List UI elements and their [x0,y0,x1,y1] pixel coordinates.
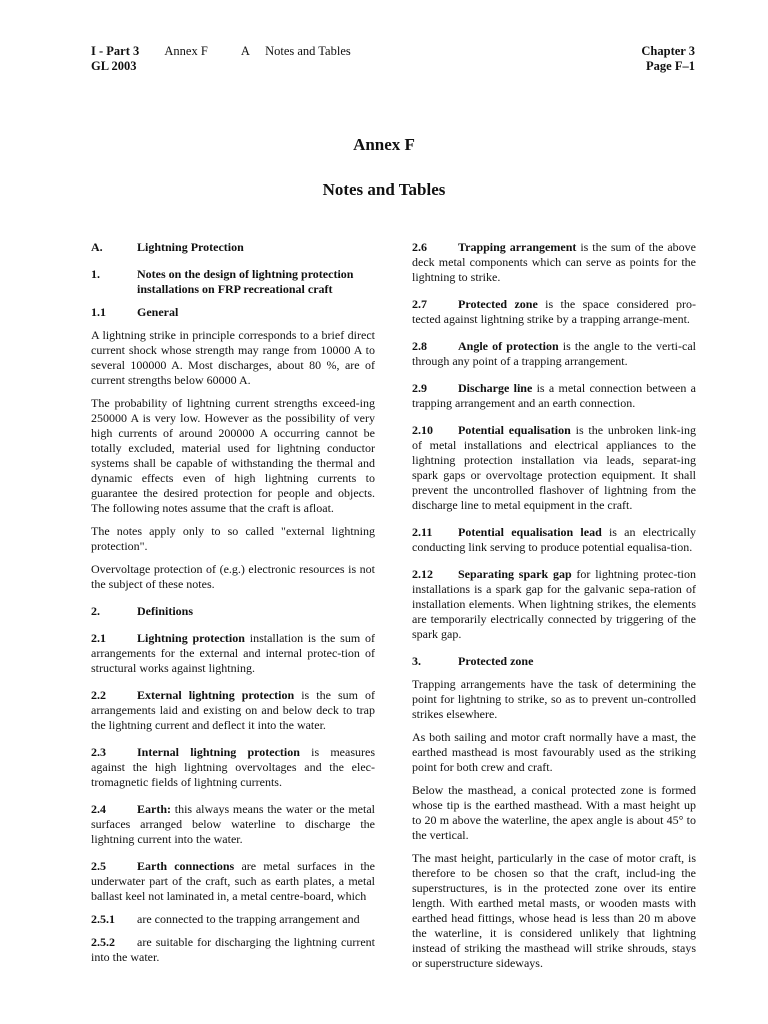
section-letter: A [240,44,250,58]
definition: 2.4 Earth: this always means the water or the metal surfaces arranged below waterline to discharge the lightning current into the water. [91,802,375,846]
section-heading: 3. Protected zone [412,654,534,668]
definition: 2.6 Trapping arrangement is the sum of the above deck metal components which can serve as points for the lightning to strike. [412,240,696,284]
page-number: Page F–1 [646,59,695,73]
page-subtitle: Notes and Tables [322,180,446,199]
paragraph: The mast height, particularly in the case of motor craft, is therefore to be chosen so that the craft, includ-ing the superstructures, is in the protected zone over its entire length. With earthed metal masts, or wooden masts with earthed head fittings, whose head is less than 20 m above the waterline, it is considered unlikely that lightning instead of striking the masthead will strike shrouds, stays or superstructure sideways. [412,851,696,970]
definition: 2.5 Earth connections are metal surfaces in the underwater part of the craft, such as earth plates, a metal ballast keel not laminated in, a metal centre-board, which [91,859,376,903]
section-heading: 1. Notes on the design of lightning protection installations on FRP recreational craft [91,267,354,296]
left-column [91,240,375,965]
paragraph: Overvoltage protection of (e.g.) electronic resources is not the subject of these notes. [91,562,375,591]
gl-label: GL 2003 [91,59,137,73]
definition: 2.10 Potential equalisation is the unbroken link-ing of metal installations and electrical appliances to the lightning protection installation via leads, separat-ing spark gaps or overvoltage protection equipment. It shall prevent the uncontrolled flashover of lightning from the discharge line to metal equipment in the craft. [412,423,696,512]
paragraph: The notes apply only to so called "external lightning protection". [91,524,375,553]
annex-label: Annex F [164,44,208,58]
definition: 2.12 Separating spark gap for lightning protec-tion installations is a spark gap for the galvanic sepa-ration of installation elements. When lightning strikes, the elements are temporarily electrically connected by triggering of the spark gap. [412,567,696,641]
definition: 2.2 External lightning protection is the sum of arrangements laid and existing on and below deck to trap the lightning current and deflect it into the water. [91,688,375,732]
section-heading: 2. Definitions [91,604,194,618]
definition: 2.5.1 are connected to the trapping arrangement and [91,912,360,926]
definition: 2.9 Discharge line is a metal connection between a trapping arrangement and an earth connection. [412,381,697,410]
definition: 2.8 Angle of protection is the angle to the verti-cal through any point of a trapping arrangement. [412,339,696,368]
section-title: Notes and Tables [265,44,351,58]
definition: 2.1 Lightning protection installation is the sum of arrangements for the external and internal protec-tion of structural works against lightning. [91,631,375,675]
paragraph: As both sailing and motor craft normally have a mast, the earthed masthead is most favourably used as the striking point for both crew and craft. [412,730,696,774]
definition: 2.7 Protected zone is the space considered pro-tected against lightning strike by a trapping arrange-ment. [412,297,696,326]
definition: 2.3 Internal lightning protection is measures against the high lightning overvoltages and the elec-tromagnetic fields of lightning currents. [91,745,375,789]
chapter-label: Chapter 3 [641,44,695,58]
right-column [412,240,696,971]
page-header-right [641,44,695,74]
part-label: I - Part 3 [91,44,140,58]
definition: 2.5.2 are suitable for discharging the lightning current into the water. [91,935,375,964]
section-heading: A. Lightning Protection [91,240,244,254]
page-title: Annex F [353,135,415,154]
paragraph: A lightning strike in principle corresponds to a brief direct current shock whose strength may range from 10000 A to several 100000 A. Most discharges, about 80 %, are of current strengths below 60000 A. [91,328,375,387]
definition: 2.11 Potential equalisation lead is an electrically conducting link serving to produce potential equalisa-tion. [412,525,696,554]
section-heading: 1.1 General [91,305,179,319]
paragraph: The probability of lightning current strengths exceed-ing 250000 A is very low. However as the possibility of very high currents of around 200000 A occurring cannot be totally excluded, material used for lightning conductor systems shall be capable of withstanding the thermal and dynamic effects even of high lightning currents to guarantee the desired protection for people and objects. The following notes assume that the craft is afloat. [91,396,375,515]
paragraph: Below the masthead, a conical protected zone is formed whose tip is the earthed masthead. With a mast height up to 20 m above the waterline, the apex angle is about 45° to the vertical. [412,783,696,842]
page-header-left [91,44,351,74]
paragraph: Trapping arrangements have the task of determining the point for lightning to strike, so as to prevent un-controlled strikes elsewhere. [412,677,696,721]
